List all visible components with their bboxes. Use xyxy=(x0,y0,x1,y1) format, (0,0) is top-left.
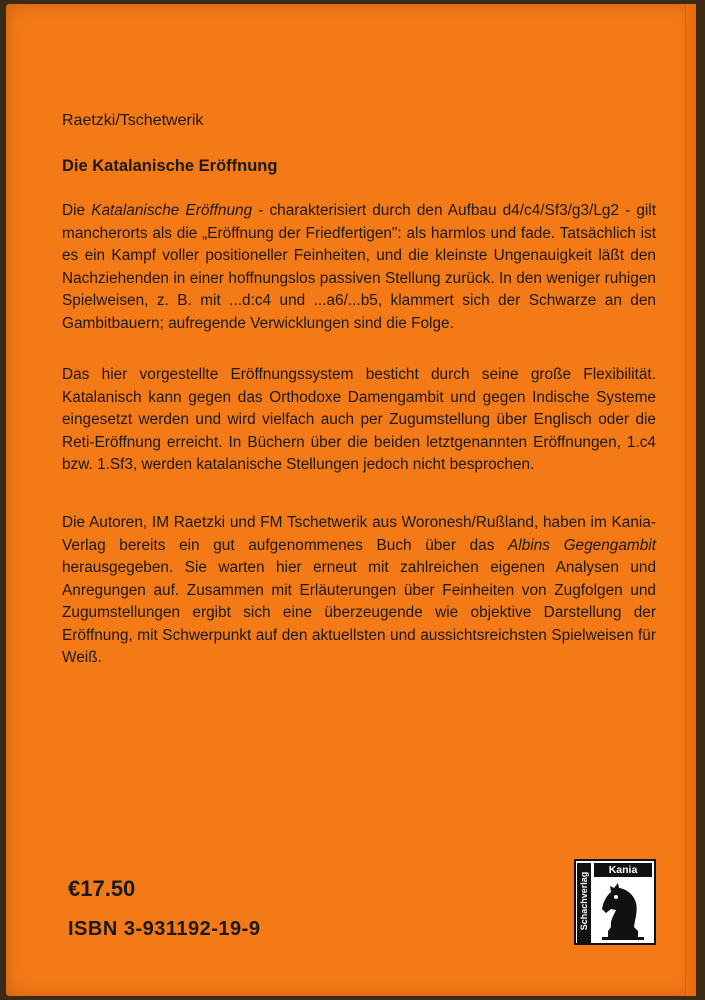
blurb-paragraph-3: Die Autoren, IM Raetzki und FM Tschetwerik aus Woronesh/Rußland, haben im Kania-Verlag bereits ein gut aufgenommenes Buch über das Albins Gegengambit herausgegeben. Sie warten hier erneut mit zahlreichen eigenen Analysen und Anregungen auf. Zusammen mit Erläuterungen über Feinheiten von Zugfolgen und Zugumstellungen ergibt sich eine überzeugende wie objektive Darstellung der Eröffnung, mit Schwerpunkt auf den aktuellsten und aussichtsreichsten Spielweisen für Weiß. xyxy=(62,514,656,666)
logo-vertical-text: Schachverlag xyxy=(579,871,589,931)
book-title: Die Katalanische Eröffnung xyxy=(62,157,278,175)
blurb-paragraph-1: Die Katalanische Eröffnung - charakterisiert durch den Aufbau d4/c4/Sf3/g3/Lg2 - gilt mancherorts als die „Eröffnung der Friedfertigen": als harmlos und fade. Tatsächlich ist es ein Kampf voller positioneller Feinheiten, und die kleinste Ungenauigkeit läßt den Nachziehenden in einer hoffnungslos passiven Stellung zurück. In den weniger ruhigen Spielweisen, z. B. mit ...d:c4 und ...a6/...b5, klammert sich der Schwarze an den Gambitbauern; aufregende Verwicklungen sind die Folge. xyxy=(62,202,656,332)
book-back-cover xyxy=(6,4,696,996)
cover-edge xyxy=(685,4,696,996)
chess-knight-icon xyxy=(594,879,652,941)
isbn: ISBN 3-931192-19-9 xyxy=(68,918,261,940)
price: €17.50 xyxy=(68,876,136,901)
logo-vertical-band xyxy=(577,863,591,943)
author-names: Raetzki/Tschetwerik xyxy=(62,112,204,129)
blurb-paragraph-2: Das hier vorgestellte Eröffnungssystem besticht durch seine große Flexibilität. Katalanisch kann gegen das Orthodoxe Damengambit und gegen Indische Systeme eingesetzt werden und wird vielfach auch per Zugumstellung über Englisch oder die Reti-Eröffnung erreicht. In Büchern über die beiden letztgenannten Eröffnungen, 1.c4 bzw. 1.Sf3, werden katalanische Stellungen jedoch nicht besprochen. xyxy=(62,366,656,473)
publisher-logo xyxy=(574,859,656,945)
italic-term: Katalanische Eröffnung xyxy=(91,202,253,219)
italic-book-title: Albins Gegengambit xyxy=(508,536,656,554)
logo-brand-text: Kania xyxy=(594,863,652,877)
